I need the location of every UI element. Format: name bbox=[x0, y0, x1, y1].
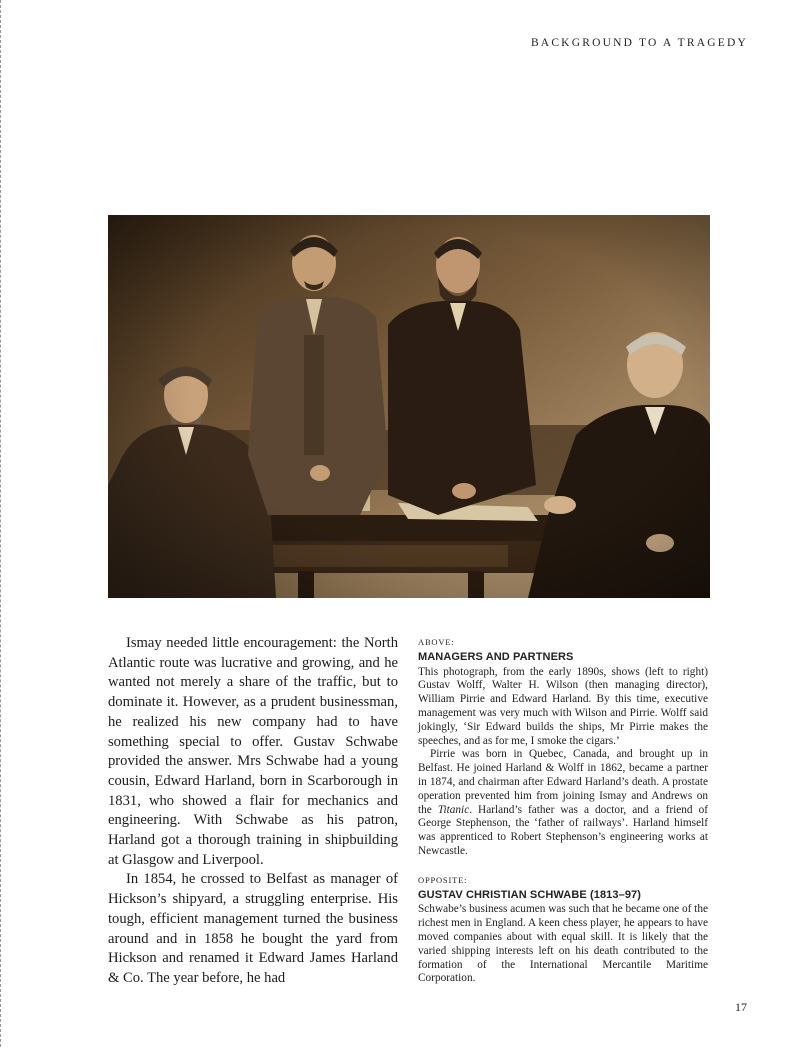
caption-column bbox=[418, 636, 708, 986]
body-paragraph: In 1854, he crossed to Belfast as manager of Hickson’s shipyard, a struggling enterprise. His tough, efficient management turned the business around and in 1858 he bought the yard from Hickson and renamed it Edward James Harland & Co. The year before, he had bbox=[108, 871, 398, 986]
sepia-group-photograph bbox=[108, 215, 710, 598]
caption-text: This photograph, from the early 1890s, shows (left to right) Gustav Wolff, Walter H. Wilson (then managing director), William Pirrie and Edward Harland. By this time, executive management was very much with Wilson and Pirrie. Wolff said jokingly, ‘Sir Edward builds the ships, Mr Pirrie makes the speeches, and as for me, I smoke the cigars.’ bbox=[418, 665, 708, 747]
caption-kicker: ABOVE: bbox=[418, 637, 455, 647]
caption-text: Schwabe’s business acumen was such that he became one of the richest men in England. A keen chess player, he appears to have moved companies about with equal skill. It is likely that the varied shipping interests left on his death contributed to the formation of the International Mercantile Maritime Corporation. bbox=[418, 903, 708, 985]
ship-name-italic: Titanic bbox=[437, 803, 470, 816]
caption-kicker: OPPOSITE: bbox=[418, 874, 468, 885]
caption-text-part: . Harland’s father was a doctor, and a friend of George Stephenson, the ‘father of railways’. Harland himself was apprenticed to Robert Stephenson’s engineering works at Newcastle. bbox=[418, 803, 708, 857]
caption-heading: GUSTAV CHRISTIAN SCHWABE (1813–97) bbox=[418, 888, 642, 901]
body-paragraph: Ismay needed little encouragement: the North Atlantic route was lucrative and growing, and he wanted not merely a share of the traffic, but to dominate it. However, as a prudent businessman, he realized his new company had to have something special to offer. Gustav Schwabe provided the answer. Mrs Schwabe had a young cousin, Edward Harland, born in Scarborough in 1831, who showed a flair for mechanics and engineering. With Schwabe as his patron, Harland got a thorough training in shipbuilding at Glasgow and Liverpool. bbox=[108, 635, 398, 868]
body-text-column bbox=[108, 634, 398, 989]
caption-above bbox=[418, 636, 708, 859]
page-number: 17 bbox=[735, 1000, 747, 1014]
page-left-edge bbox=[0, 0, 1, 1047]
running-head: BACKGROUND TO A TRAGEDY bbox=[530, 37, 748, 49]
caption-heading: MANAGERS AND PARTNERS bbox=[418, 650, 574, 663]
caption-opposite bbox=[418, 874, 708, 986]
caption-text-part: Pirrie was born in Quebec, Canada, and brought up in Belfast. He joined Harland & Wolff in 1862, became a partner in 1874, and chairman after Edward Harland’s death. A prostate operation prevented him from joining Ismay and Andrews on the bbox=[418, 748, 708, 816]
photograph-illustration bbox=[108, 215, 710, 598]
caption-text bbox=[418, 748, 708, 858]
